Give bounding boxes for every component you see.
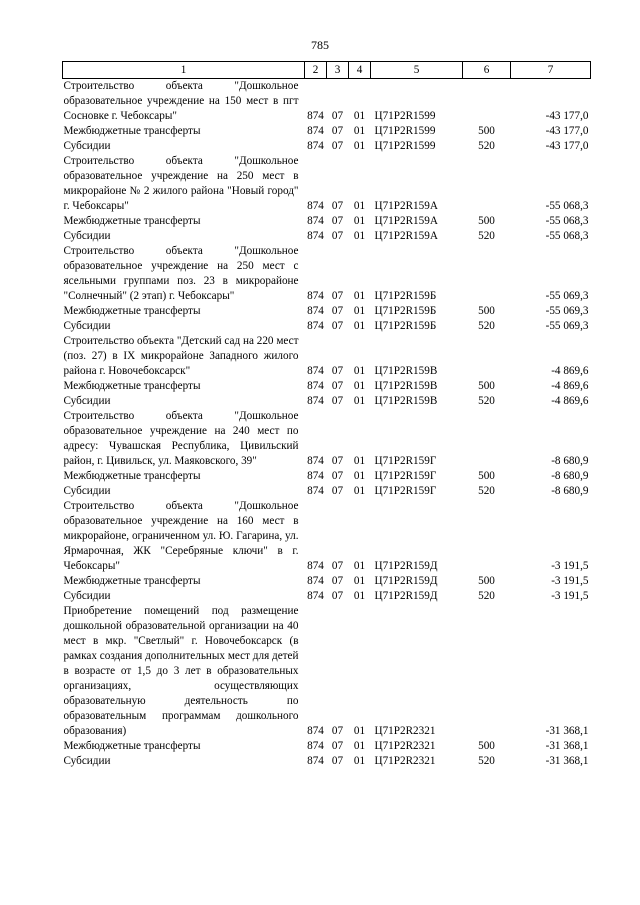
row-section-cell: 07: [331, 560, 344, 572]
row-section-cell: 07: [331, 290, 344, 302]
row-name-cell: Межбюджетные трансферты: [63, 125, 201, 137]
row-name-cell: Межбюджетные трансферты: [63, 470, 201, 482]
row-amount-cell: -55 069,3: [545, 290, 589, 302]
row-subsection-cell: 01: [353, 125, 366, 137]
row-subsection-cell: 01: [353, 560, 366, 572]
row-subsection-cell: 01: [353, 290, 366, 302]
row-target-article-cell: Ц71Р2R159В: [374, 395, 438, 407]
row-code-cell: 874: [307, 200, 324, 212]
column-header-7: 7: [511, 62, 591, 79]
row-name-cell: Субсидии: [63, 485, 111, 497]
table-row: [63, 379, 591, 394]
row-target-article-cell: Ц71Р2R159Б: [374, 305, 437, 317]
table-row: [63, 739, 591, 754]
row-name-cell: Межбюджетные трансферты: [63, 305, 201, 317]
row-amount-cell: -55 068,3: [545, 200, 589, 212]
row-target-article-cell: Ц71Р2R159Г: [374, 485, 437, 497]
row-code-cell: 874: [307, 290, 324, 302]
row-section-cell: 07: [331, 365, 344, 377]
row-expense-type-cell: [463, 499, 511, 574]
row-name-cell: Межбюджетные трансферты: [63, 380, 201, 392]
row-name-cell: Субсидии: [63, 590, 111, 602]
row-subsection-cell: 01: [353, 755, 366, 767]
row-target-article-cell: Ц71Р2R1599: [374, 140, 436, 152]
row-target-article-cell: Ц71Р2R159А: [374, 215, 438, 227]
row-subsection-cell: 01: [353, 230, 366, 242]
row-expense-type-cell: [463, 604, 511, 739]
row-code-cell: 874: [307, 725, 324, 737]
table-row: [63, 214, 591, 229]
row-code-cell: 874: [307, 230, 324, 242]
table-row: [63, 604, 591, 739]
row-expense-type-cell: [463, 334, 511, 379]
row-target-article-cell: Ц71Р2R2321: [374, 755, 436, 767]
row-amount-cell: -8 680,9: [551, 485, 589, 497]
row-expense-type-cell: 500: [478, 740, 495, 752]
row-code-cell: 874: [307, 380, 324, 392]
row-subsection-cell: 01: [353, 575, 366, 587]
table-row: [63, 484, 591, 499]
row-expense-type-cell: 520: [478, 590, 495, 602]
row-amount-cell: -31 368,1: [545, 725, 589, 737]
table-row: [63, 319, 591, 334]
table-row: [63, 409, 591, 469]
row-code-cell: 874: [307, 110, 324, 122]
row-code-cell: 874: [307, 140, 324, 152]
row-section-cell: 07: [331, 140, 344, 152]
table-row: [63, 589, 591, 604]
row-code-cell: 874: [307, 560, 324, 572]
row-name-cell: Межбюджетные трансферты: [63, 215, 201, 227]
row-subsection-cell: 01: [353, 485, 366, 497]
row-target-article-cell: Ц71Р2R159Г: [374, 455, 437, 467]
row-code-cell: 874: [307, 575, 324, 587]
row-expense-type-cell: 520: [478, 320, 495, 332]
row-subsection-cell: 01: [353, 380, 366, 392]
row-target-article-cell: Ц71Р2R2321: [374, 740, 436, 752]
row-code-cell: 874: [307, 320, 324, 332]
row-subsection-cell: 01: [353, 590, 366, 602]
row-section-cell: 07: [331, 740, 344, 752]
row-section-cell: 07: [331, 380, 344, 392]
row-subsection-cell: 01: [353, 140, 366, 152]
column-header-3: 3: [327, 62, 349, 79]
row-name-cell: Субсидии: [63, 320, 111, 332]
column-header-6: 6: [463, 62, 511, 79]
row-code-cell: 874: [307, 590, 324, 602]
row-name-cell: Строительство объекта "Детский сад на 220 мест (поз. 27) в IX микрорайоне Западного жилого района г. Новочебоксарск": [63, 335, 299, 377]
row-code-cell: 874: [307, 215, 324, 227]
row-subsection-cell: 01: [353, 215, 366, 227]
row-code-cell: 874: [307, 305, 324, 317]
row-target-article-cell: Ц71Р2R159В: [374, 380, 438, 392]
row-section-cell: 07: [331, 575, 344, 587]
row-expense-type-cell: 520: [478, 395, 495, 407]
table-row: [63, 394, 591, 409]
row-amount-cell: -3 191,5: [551, 590, 589, 602]
row-amount-cell: -55 068,3: [545, 230, 589, 242]
row-section-cell: 07: [331, 215, 344, 227]
row-expense-type-cell: 520: [478, 755, 495, 767]
row-target-article-cell: Ц71Р2R159А: [374, 200, 438, 212]
row-section-cell: 07: [331, 230, 344, 242]
row-amount-cell: -55 069,3: [545, 305, 589, 317]
row-target-article-cell: Ц71Р2R1599: [374, 125, 436, 137]
table-row: [63, 244, 591, 304]
row-target-article-cell: Ц71Р2R159А: [374, 230, 438, 242]
column-header-1: 1: [63, 62, 305, 79]
table-row: [63, 229, 591, 244]
table-row: [63, 139, 591, 154]
row-expense-type-cell: 500: [478, 575, 495, 587]
row-expense-type-cell: 500: [478, 215, 495, 227]
row-amount-cell: -8 680,9: [551, 455, 589, 467]
row-code-cell: 874: [307, 395, 324, 407]
row-target-article-cell: Ц71Р2R159Д: [374, 560, 438, 572]
row-subsection-cell: 01: [353, 305, 366, 317]
row-target-article-cell: Ц71Р2R159Д: [374, 590, 438, 602]
row-section-cell: 07: [331, 755, 344, 767]
row-amount-cell: -31 368,1: [545, 740, 589, 752]
row-name-cell: Строительство объекта "Дошкольное образовательное учреждение на 250 мест с ясельными группами поз. 23 в микрорайоне "Солнечный" (2 этап) г. Чебоксары": [63, 245, 299, 302]
row-amount-cell: -43 177,0: [545, 140, 589, 152]
row-subsection-cell: 01: [353, 395, 366, 407]
row-code-cell: 874: [307, 485, 324, 497]
table-row: [63, 574, 591, 589]
row-name-cell: Субсидии: [63, 140, 111, 152]
row-code-cell: 874: [307, 365, 324, 377]
row-expense-type-cell: 500: [478, 380, 495, 392]
table-row: [63, 124, 591, 139]
row-target-article-cell: Ц71Р2R1599: [374, 110, 436, 122]
table-row: [63, 754, 591, 769]
row-amount-cell: -55 069,3: [545, 320, 589, 332]
row-target-article-cell: Ц71Р2R159Г: [374, 470, 437, 482]
row-code-cell: 874: [307, 125, 324, 137]
row-name-cell: Строительство объекта "Дошкольное образовательное учреждение на 160 мест в микрорайоне, ограниченном ул. Ю. Гагарина, ул. Ярмарочная, ЖК "Серебряные ключи" в г. Чебоксары": [63, 500, 299, 572]
row-amount-cell: -8 680,9: [551, 470, 589, 482]
budget-table: [62, 61, 591, 769]
row-code-cell: 874: [307, 755, 324, 767]
row-section-cell: 07: [331, 110, 344, 122]
row-subsection-cell: 01: [353, 455, 366, 467]
row-amount-cell: -3 191,5: [551, 560, 589, 572]
column-header-2: 2: [305, 62, 327, 79]
row-section-cell: 07: [331, 125, 344, 137]
row-subsection-cell: 01: [353, 725, 366, 737]
row-expense-type-cell: [463, 409, 511, 469]
row-amount-cell: -43 177,0: [545, 110, 589, 122]
row-expense-type-cell: 520: [478, 485, 495, 497]
row-expense-type-cell: 500: [478, 125, 495, 137]
row-expense-type-cell: 500: [478, 470, 495, 482]
row-name-cell: Субсидии: [63, 395, 111, 407]
row-amount-cell: -4 869,6: [551, 395, 589, 407]
row-amount-cell: -4 869,6: [551, 380, 589, 392]
row-amount-cell: -4 869,6: [551, 365, 589, 377]
row-subsection-cell: 01: [353, 320, 366, 332]
row-name-cell: Межбюджетные трансферты: [63, 575, 201, 587]
row-section-cell: 07: [331, 200, 344, 212]
row-section-cell: 07: [331, 725, 344, 737]
row-section-cell: 07: [331, 395, 344, 407]
row-code-cell: 874: [307, 455, 324, 467]
row-subsection-cell: 01: [353, 200, 366, 212]
page-number: 785: [311, 38, 329, 52]
row-expense-type-cell: [463, 244, 511, 304]
row-section-cell: 07: [331, 320, 344, 332]
row-subsection-cell: 01: [353, 740, 366, 752]
column-header-5: 5: [371, 62, 463, 79]
row-subsection-cell: 01: [353, 365, 366, 377]
row-expense-type-cell: [463, 154, 511, 214]
column-header-4: 4: [349, 62, 371, 79]
table-body: [63, 79, 591, 770]
row-section-cell: 07: [331, 470, 344, 482]
row-code-cell: 874: [307, 740, 324, 752]
row-target-article-cell: Ц71Р2R159Д: [374, 575, 438, 587]
row-name-cell: Межбюджетные трансферты: [63, 740, 201, 752]
row-code-cell: 874: [307, 470, 324, 482]
row-expense-type-cell: [463, 79, 511, 125]
row-target-article-cell: Ц71Р2R159Б: [374, 290, 437, 302]
row-name-cell: Строительство объекта "Дошкольное образовательное учреждение на 240 мест по адресу: Чувашская Республика, Цивильский район, г. Цивильск, ул. Маяковского, 39": [63, 410, 299, 467]
row-name-cell: Строительство объекта "Дошкольное образовательное учреждение на 150 мест в пгт Сосновке г. Чебоксары": [63, 80, 299, 122]
row-section-cell: 07: [331, 455, 344, 467]
table-row: [63, 469, 591, 484]
row-name-cell: Субсидии: [63, 230, 111, 242]
table-row: [63, 334, 591, 379]
table-row: [63, 79, 591, 125]
row-section-cell: 07: [331, 485, 344, 497]
row-section-cell: 07: [331, 590, 344, 602]
row-target-article-cell: Ц71Р2R159Б: [374, 320, 437, 332]
row-amount-cell: -43 177,0: [545, 125, 589, 137]
row-name-cell: Субсидии: [63, 755, 111, 767]
row-expense-type-cell: 520: [478, 140, 495, 152]
row-section-cell: 07: [331, 305, 344, 317]
table-row: [63, 499, 591, 574]
row-subsection-cell: 01: [353, 110, 366, 122]
row-amount-cell: -31 368,1: [545, 755, 589, 767]
row-subsection-cell: 01: [353, 470, 366, 482]
table-header-row: [63, 62, 591, 79]
row-name-cell: Приобретение помещений под размещение дошкольной образовательной организации на 40 мест в мкр. "Светлый" г. Новочебоксарск (в рамках создания дополнительных мест для детей в возрасте от 1,5 до 3 лет в образовательных организациях, осуществляющих образовательную деятельность по образовательным программам дошкольного образования): [63, 605, 299, 737]
row-name-cell: Строительство объекта "Дошкольное образовательное учреждение на 250 мест в микрорайоне № 2 жилого района "Новый город" г. Чебоксары": [63, 155, 299, 212]
row-target-article-cell: Ц71Р2R2321: [374, 725, 436, 737]
row-expense-type-cell: 520: [478, 230, 495, 242]
row-amount-cell: -55 068,3: [545, 215, 589, 227]
row-target-article-cell: Ц71Р2R159В: [374, 365, 438, 377]
row-expense-type-cell: 500: [478, 305, 495, 317]
row-amount-cell: -3 191,5: [551, 575, 589, 587]
table-row: [63, 304, 591, 319]
table-row: [63, 154, 591, 214]
